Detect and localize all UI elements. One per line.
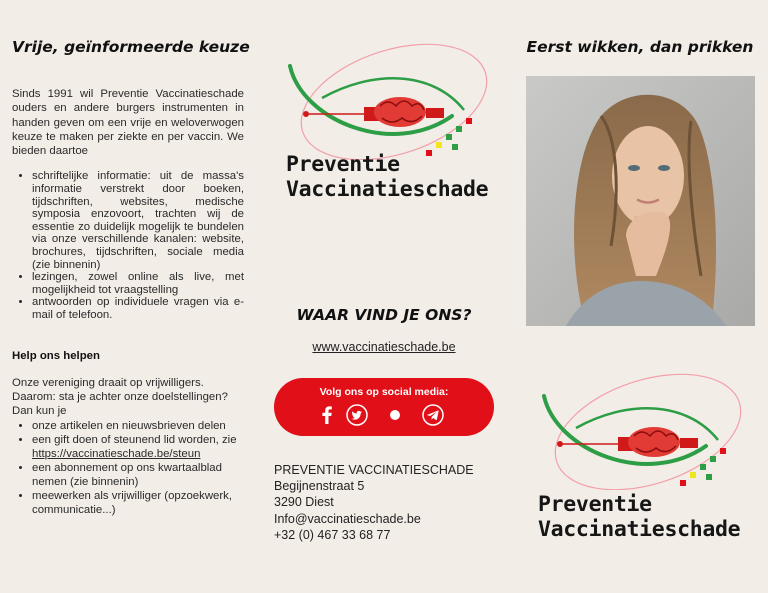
left-panel bbox=[0, 0, 256, 593]
support-link[interactable]: https://vaccinatieschade.be/steun bbox=[32, 447, 201, 460]
donate-text: een gift doen of steunend lid worden, zie bbox=[32, 433, 237, 446]
logo-text-bottom bbox=[538, 492, 740, 542]
where-heading: WAAR VIND JE ONS? bbox=[296, 306, 472, 324]
right-panel bbox=[512, 0, 768, 593]
contact-address bbox=[274, 462, 474, 543]
middle-panel bbox=[256, 0, 512, 593]
org-name: PREVENTIE VACCINATIESCHADE bbox=[274, 463, 474, 477]
dot-icon[interactable] bbox=[384, 404, 406, 426]
logo-line-1: Preventie bbox=[538, 492, 652, 517]
social-label: Volg ons op social media: bbox=[319, 386, 449, 398]
left-title: Vrije, geïnformeerde keuze bbox=[12, 38, 250, 56]
list-item: • lezingen, zowel online als live, met mogelijkheid tot vraagstelling bbox=[32, 271, 244, 296]
city: 3290 Diest bbox=[274, 495, 334, 510]
logo-line-2: Vaccinatieschade bbox=[286, 177, 489, 202]
list-item: • een abonnement op ons kwartaalblad nemen (zie binnenin) bbox=[32, 461, 244, 489]
list-item: • schriftelijke informatie: uit de massa's informatie verstrekt door boeken, tijdschriften, websites, medische symposia enzovoort, trachten wij de essentie zo duidelijk mogelijk te bundelen via onze verschillende kanalen: website, brochures, tijdschriften, sociale media (zie binnenin) bbox=[32, 170, 244, 271]
offer-list bbox=[12, 170, 244, 321]
help-heading: Help ons helpen bbox=[12, 349, 100, 362]
woman-portrait-photo bbox=[526, 76, 755, 326]
list-item: • onze artikelen en nieuwsbrieven delen bbox=[32, 419, 244, 433]
social-media-banner bbox=[274, 378, 494, 436]
list-item: • meewerken als vrijwilliger (opzoekwerk, communicatie...) bbox=[32, 489, 244, 517]
website-link[interactable]: www.vaccinatieschade.be bbox=[312, 340, 456, 354]
twitter-icon[interactable] bbox=[346, 404, 368, 426]
list-item bbox=[32, 433, 244, 461]
help-list bbox=[12, 419, 244, 517]
telegram-icon[interactable] bbox=[422, 404, 444, 426]
street: Begijnenstraat 5 bbox=[274, 479, 365, 494]
syringe-logo-icon bbox=[282, 40, 502, 160]
email[interactable]: Info@vaccinatieschade.be bbox=[274, 511, 421, 526]
logo-text bbox=[286, 152, 488, 202]
portrait-image bbox=[526, 76, 755, 326]
intro-paragraph: Sinds 1991 wil Preventie Vaccinatieschade ouders en andere burgers instrumenten in handen geven om een vrije en weloverwogen keuze te maken per ziekte en per vaccin. We bieden daartoe bbox=[12, 88, 244, 158]
list-item: • antwoorden op individuele vragen via e-mail of telefoon. bbox=[32, 296, 244, 321]
facebook-icon[interactable] bbox=[316, 404, 338, 426]
logo-line-2: Vaccinatieschade bbox=[538, 517, 741, 542]
help-intro: Onze vereniging draait op vrijwilligers. Daarom: sta je achter onze doelstellingen? Dan kun je bbox=[12, 376, 228, 418]
logo-line-1: Preventie bbox=[286, 152, 400, 177]
syringe-logo-icon bbox=[536, 370, 756, 490]
right-title: Eerst wikken, dan prikken bbox=[526, 38, 754, 56]
phone[interactable]: +32 (0) 467 33 68 77 bbox=[274, 527, 391, 542]
